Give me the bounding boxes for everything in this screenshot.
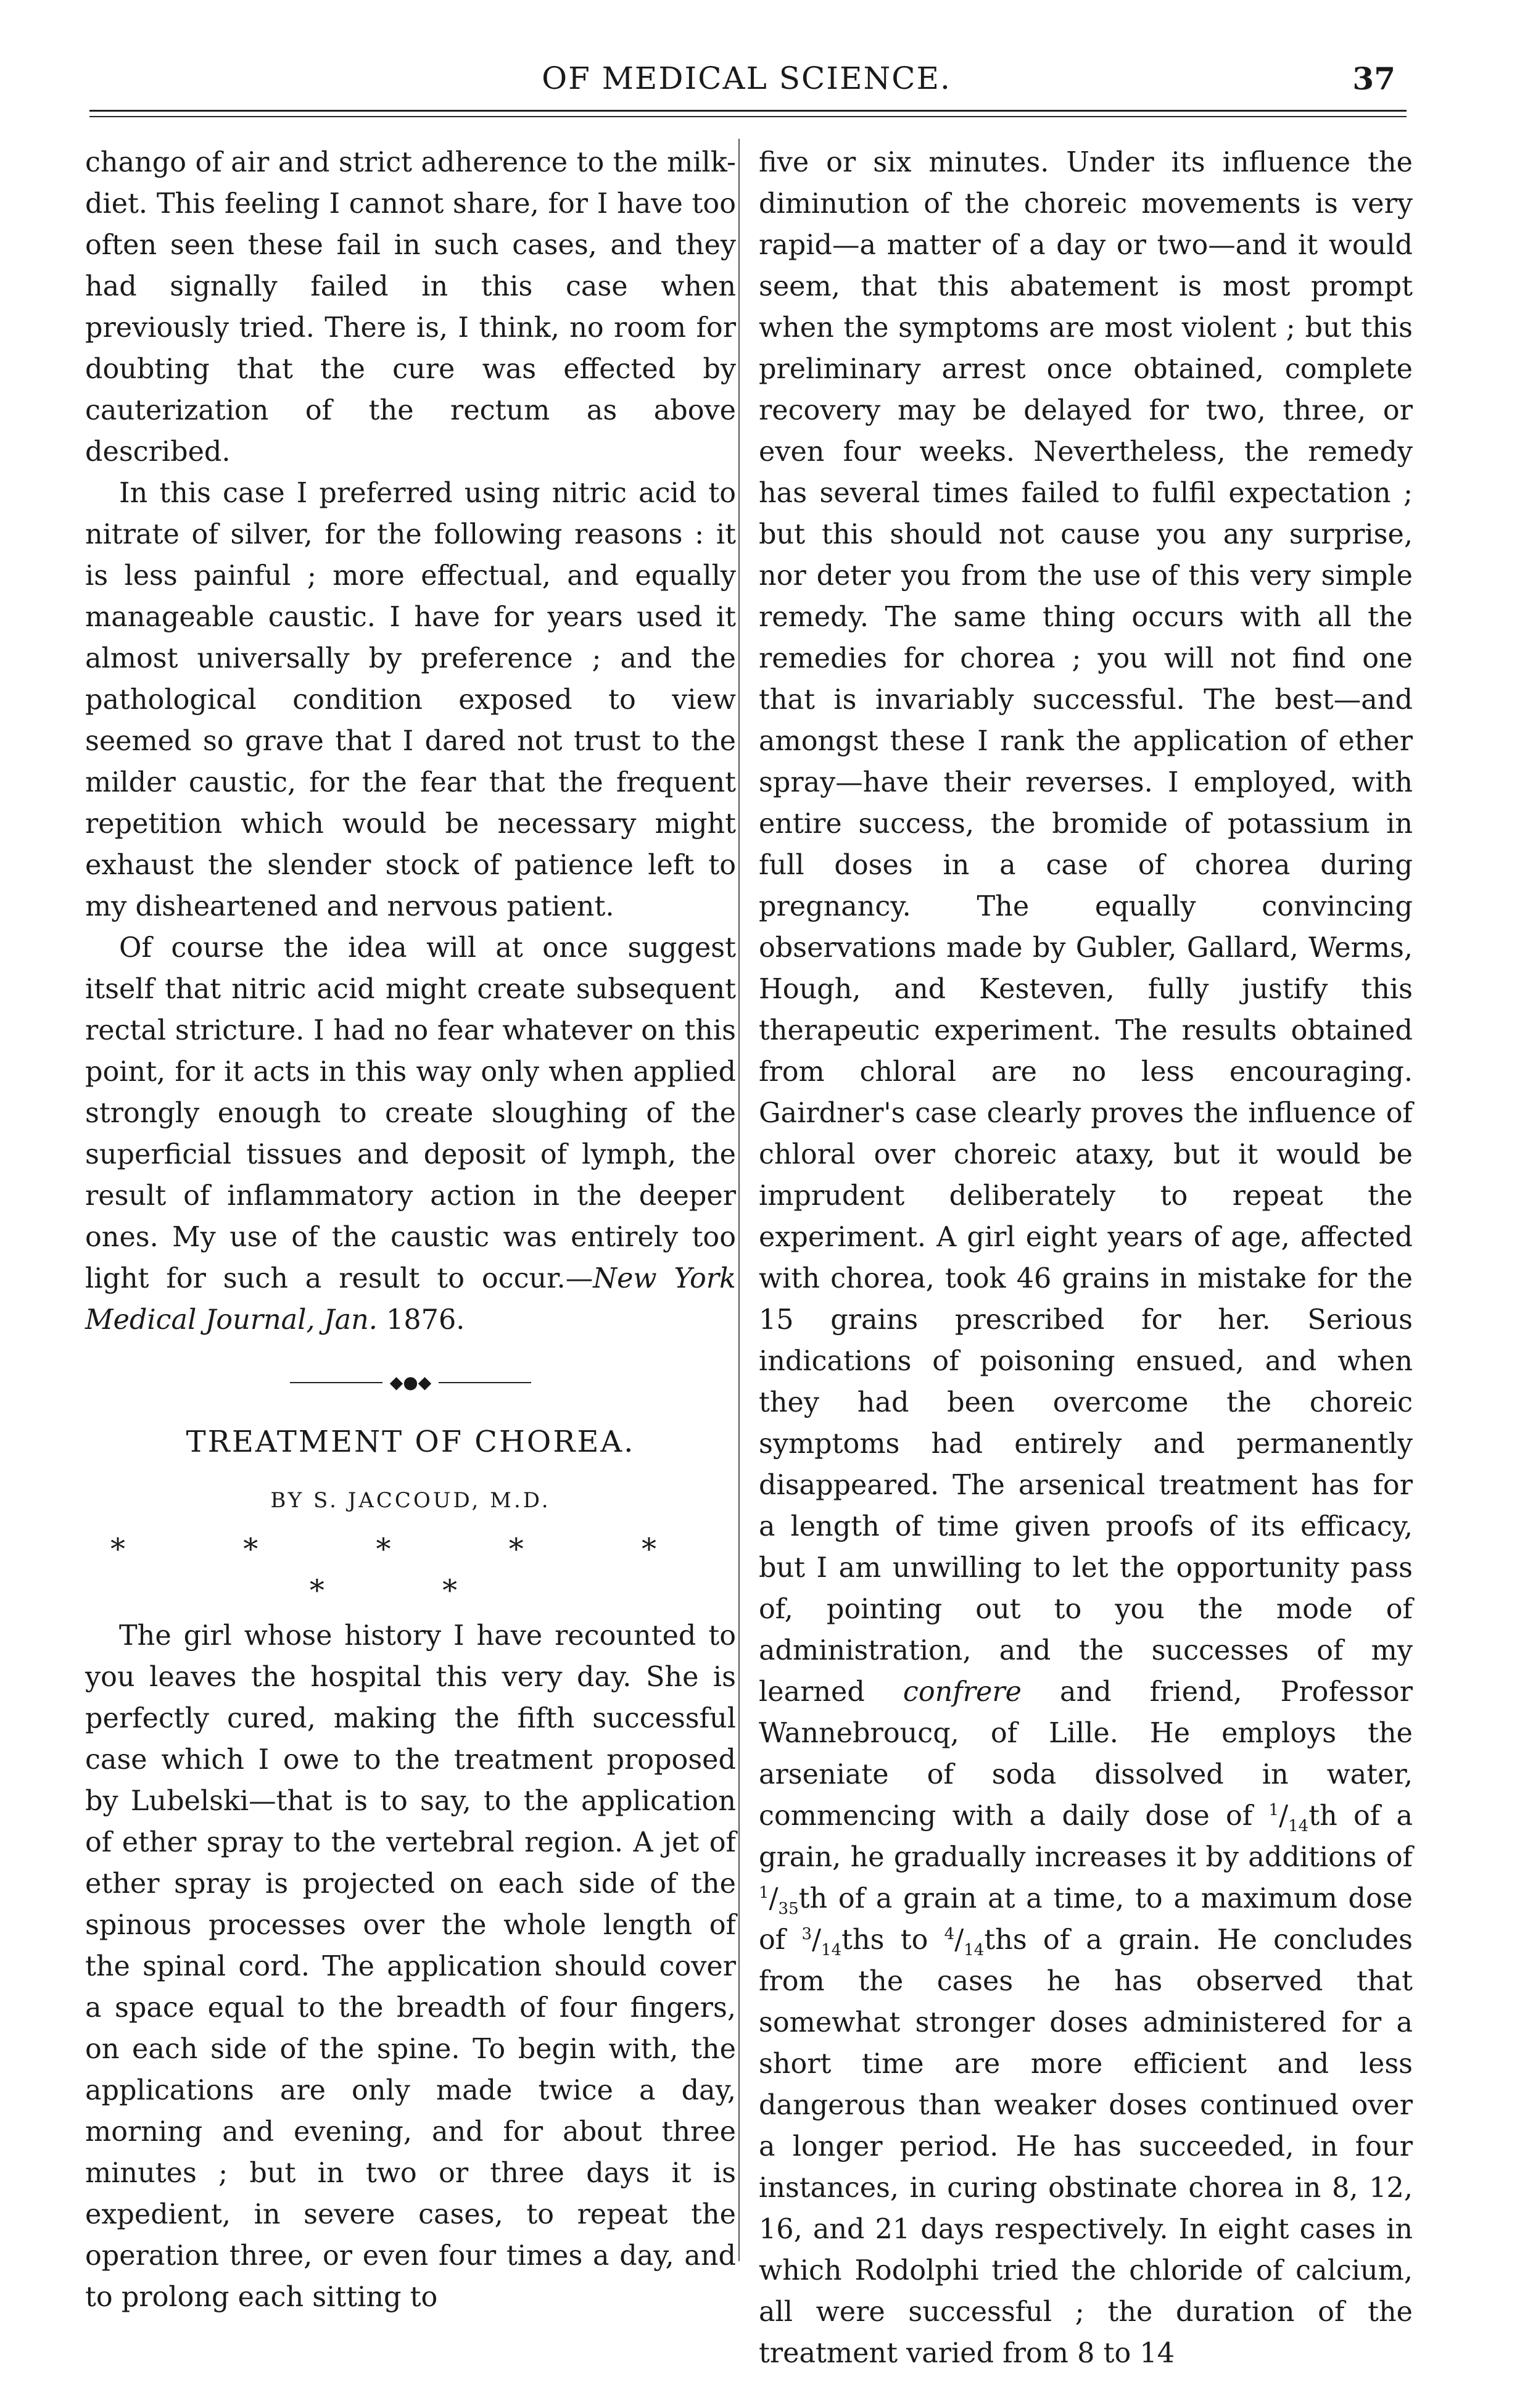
- citation-year: 1876.: [377, 1304, 465, 1336]
- paragraph-nitric-acid: In this case I preferred using nitric acid to nitrate of silver, for the following reasons : it is less painful ; more effectual, and equally manageable caustic. I have for years used it almost universally by preference ; and the pathological condition exposed to view seemed so grave that I dared not trust to the milder caustic, for the fear that the frequent repetition which would be necessary might exhaust the slender stock of patience left to my disheartened and nervous patient.: [85, 478, 736, 922]
- fraction-1-den: 14: [1288, 1816, 1309, 1835]
- author-byline: BY S. JACCOUD, M.D.: [270, 1488, 551, 1513]
- running-header: [86, 54, 1407, 104]
- right-text-1: five or six minutes. Under its influence the diminution of the choreic movements is very rapid—a matter of a day or two—and it would seem, that this abatement is most prompt when the symptoms are most violent ; but this preliminary arrest once obtained, complete recovery may be delayed for two, three, or even four weeks. Nevertheless, the remedy has several times failed to fulfil expectation ; but this should not cause you any surprise, nor deter you from the use of this very simple remedy. The same thing occurs with all the remedies for chorea ; you will not find one that is invariably successful. The best—and amongst these I rank the application of ether spray—have their reverses. I employed, with entire success, the bromide of potassium in full doses in a case of chorea during pregnancy. The equally convincing observations made by Gubler, Gallard, Werms, Hough, and Kesteven, fully justify this therapeutic experiment. The results obtained from chloral are no less encouraging. Gairdner's case clearly proves the influence of chloral over choreic ataxy, but it would be imprudent deliberately to repeat the experiment. A girl eight years of age, affected with chorea, took 46 grains in mistake for the 15 grains prescribed for her. Serious indications of poisoning ensued, and when they had been overcome the choreic symptoms had entirely and permanently disappeared. The arsenical treatment has for a length of time given proofs of its efficacy, but I am unwilling to let the opportunity pass of, pointing out to you the mode of administration, and the successes of my learned: [759, 147, 1413, 1708]
- fraction-3-num: 3: [801, 1925, 812, 1944]
- running-title: OF MEDICAL SCIENCE.: [542, 60, 951, 96]
- paragraph-stricture: [85, 927, 736, 1341]
- section-title: TREATMENT OF CHOREA.: [186, 1425, 635, 1459]
- right-text-6: ths of a grain. He concludes from the cases he has observed that somewhat stronger doses administered for a short time are more efficient and less dangerous than weaker doses continued over a longer period. He has succeeded, in four instances, in curing obstinate chorea in 8, 12, 16, and 21 days respectively. In eight cases in which Rodolphi tried the chloride of calcium, all were successful ; the duration of the treatment varied from 8 to 14: [759, 1924, 1413, 2369]
- asterisk-ellipsis: * * * * * * *: [110, 1532, 711, 1608]
- paragraph-girl-history: The girl whose history I have recounted to you leaves the hospital this very day. She is perfectly cured, making the fifth successful case which I owe to the treatment proposed by Lubelski—that is to say, to the application of ether spray to the vertebral region. A jet of ether spray is projected on each side of the spinous processes over the whole length of the spinal cord. The application should cover a space equal to the breadth of four fingers, on each side of the spine. To begin with, the applications are only made twice a day, morning and evening, and for about three minutes ; but in two or three days it is expedient, in severe cases, to repeat the operation three, or even four times a day, and to prolong each sitting to: [85, 1620, 736, 2313]
- paragraph-continuation: chango of air and strict adherence to the milk-diet. This feeling I cannot share, for I have too often seen these fail in such cases, and they had signally failed in this case when previously tried. There is, I think, no room for doubting that the cure was effected by cauterization of the rectum as above described.: [85, 147, 736, 468]
- fraction-4-den: 14: [964, 1940, 985, 1959]
- fraction-4-num: 4: [944, 1925, 955, 1944]
- right-column: [759, 142, 1413, 2374]
- journal-citation: New York Medical Journal, Jan.: [85, 1263, 736, 1336]
- italic-confrere: confrere: [903, 1676, 1022, 1708]
- page-number: 37: [1352, 60, 1395, 97]
- paragraph-right: five or six minutes. Under its influence the diminution of the choreic movements is very rapid—a matter of a day or two—and it would seem, that this abatement is most prompt when the symptoms are most violent ; but this preliminary arrest once obtained, complete recovery may be delayed for two, three, or even four weeks. Nevertheless, the remedy has several times failed to fulfil expectation ; but this should not cause you any surprise, nor deter you from the use of this very simple remedy. The same thing occurs with all the remedies for chorea ; you will not find one that is invariably successful. The best—and amongst these I rank the application of ether spray—have their reverses. I employed, with entire success, the bromide of potassium in full doses in a case of chorea during pregnancy. The equally convincing observations made by Gubler, Gallard, Werms, Hough, and Kesteven, fully justify this therapeutic experiment. The results obtained from chloral are no less encouraging. Gairdner's case clearly proves the influence of chloral over choreic ataxy, but it would be imprudent deliberately to repeat the experiment. A girl eight years of age, affected with chorea, took 46 grains in mistake for the 15 grains prescribed for her. Serious indications of poisoning ensued, and when they had been overcome the choreic symptoms had entirely and permanently disappeared. The arsenical treatment has for a length of time given proofs of its efficacy, but I am unwilling to let the opportunity pass of, pointing out to you the mode of administration, and the successes of my learned confrere and friend, Professor Wannebroucq, of Lille. He employs the arseniate of soda dissolved in water, commencing with a daily dose of $^1/_{14}th$ of a grain, he gradually increases it by additions of $^1/_{35}th$ of a grain at a time, to a maximum dose of $^3/_{14}ths$ to $^4/_{14}ths$ of a grain. He concludes from the cases he has observed that somewhat stronger doses administered for a short time are more efficient and less dangerous than weaker doses continued over a longer period. He has succeeded, in four instances, in curing obstinate chorea in 8, 12, 16, and 21 days respectively. In eight cases in which Rodolphi tried the chloride of calcium, all were successful ; the duration of the treatment varied from 8 to 14: [759, 147, 1413, 2369]
- right-text-5: ths to: [841, 1924, 944, 1956]
- fraction-3-den: 14: [821, 1940, 842, 1959]
- fraction-1-num: 1: [1268, 1801, 1279, 1820]
- right-text-2: and friend, Professor Wannebroucq, of Lille. He employs the arseniate of soda dissolved in water, commencing with a daily dose of: [759, 1676, 1413, 1832]
- right-text-3: th of a grain, he gradually increases it by additions of: [759, 1800, 1413, 1873]
- column-divider: [738, 139, 740, 2261]
- stricture-text: Of course the idea will at once suggest itself that nitric acid might create subsequent rectal stricture. I had no fear whatever on this point, for it acts in this way only when applied strongly enough to create sloughing of the superficial tissues and deposit of lymph, the result of inflammatory action in the deeper ones. My use of the caustic was entirely too light for such a result to occur.—: [85, 932, 736, 1294]
- fraction-2-num: 1: [759, 1884, 769, 1903]
- right-text-4: th of a grain at a time, to a maximum dose of: [759, 1883, 1413, 1956]
- left-column: [85, 142, 736, 2318]
- fraction-2-den: 35: [778, 1899, 799, 1918]
- header-rule-top: [89, 110, 1407, 112]
- section-ornament: ◆●◆: [85, 1373, 736, 1392]
- header-rule-bottom: [89, 116, 1407, 117]
